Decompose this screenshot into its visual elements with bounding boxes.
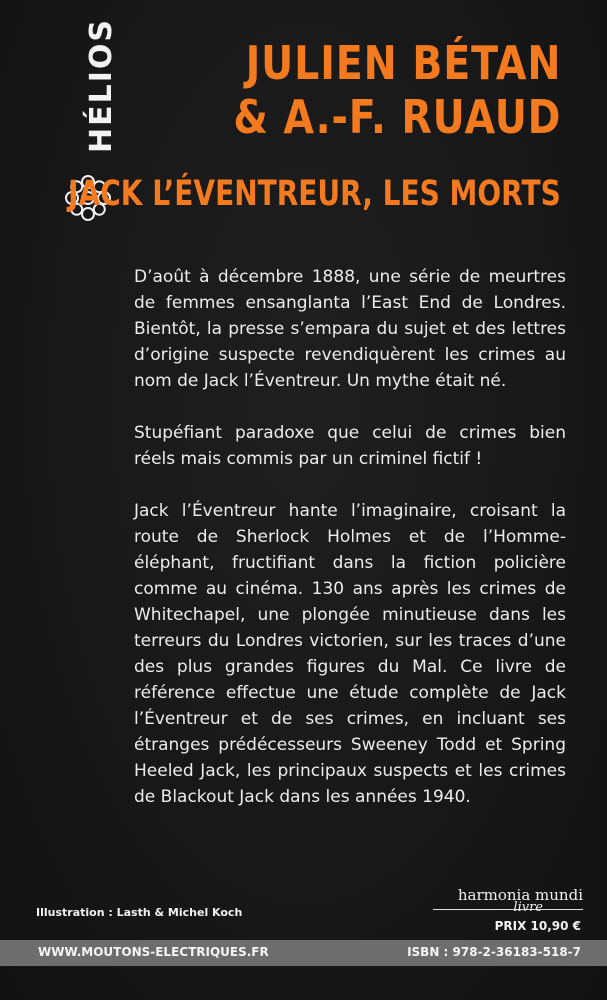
- blurb-paragraph-3: Jack l’Éventreur hante l’imaginaire, croisant la route de Sherlock Holmes et de l’Homme-éléphant, fructifiant dans la fiction policière comme au cinéma. 130 ans après les crimes de Whitechapel, une plongée minutieuse dans les terreurs du Londres victorien, sur les traces d’une des plus grandes figures du Mal. Ce livre de référence effectue une étude complète de Jack l’Éventreur et de ses crimes, en incluant ses étranges prédécesseurs Sweeney Todd et Spring Heeled Jack, les principaux suspects et les crimes de Blackout Jack dans les années 1940.: [134, 501, 566, 807]
- publisher-divider: [433, 909, 583, 910]
- blurb-paragraph-1: D’août à décembre 1888, une série de meurtres de femmes ensanglanta l’East End de Londres. Bientôt, la presse s’empara du sujet et des lettres d’origine suspecte revendiquèrent les crimes au nom de Jack l’Éventreur. Un mythe était né.: [134, 267, 566, 391]
- isbn-label: ISBN : 978-2-36183-518-7: [407, 945, 581, 959]
- publisher-sub: livre: [513, 900, 543, 915]
- author-line-2: & A.-F. RUAUD: [233, 90, 561, 144]
- author-line-1: JULIEN BÉTAN: [245, 36, 561, 90]
- publisher-logo: [433, 886, 583, 914]
- book-title: JACK L’ÉVENTREUR, LES MORTS: [68, 174, 561, 214]
- authors-block: [233, 36, 561, 144]
- website-link: WWW.MOUTONS-ELECTRIQUES.FR: [38, 945, 269, 959]
- brand-name: HÉLIOS: [84, 18, 119, 153]
- blurb-paragraph-2: Stupéfiant paradoxe que celui de crimes bien réels mais commis par un criminel fictif !: [134, 423, 566, 469]
- publisher-name: harmonia mundi: [457, 886, 583, 904]
- illustration-credit: Illustration : Lasth & Michel Koch: [36, 906, 243, 919]
- blurb: [134, 264, 566, 836]
- price-label: PRIX 10,90 €: [494, 919, 581, 933]
